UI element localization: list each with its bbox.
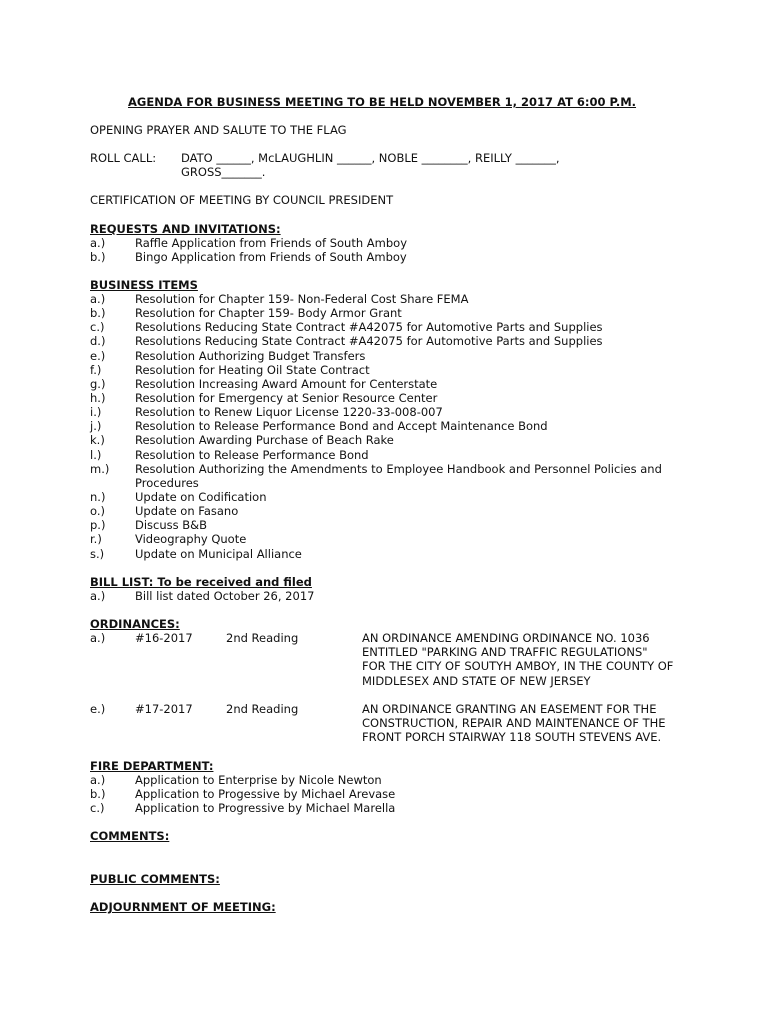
roll-call-line-2: GROSS_______. — [181, 165, 266, 179]
list-item-letter: s.) — [90, 547, 105, 561]
list-item-letter: g.) — [90, 377, 106, 391]
business-heading: BUSINESS ITEMS — [90, 278, 198, 292]
list-item-letter: p.) — [90, 518, 106, 532]
ordinance-letter: e.) — [90, 702, 106, 716]
list-item: Videography Quote — [135, 532, 247, 546]
list-item: Resolution Awarding Purchase of Beach Rake — [135, 433, 394, 447]
ordinance-description: FOR THE CITY OF SOUTYH AMBOY, IN THE COUNTY OF — [362, 659, 674, 673]
roll-call-label: ROLL CALL: — [90, 151, 157, 165]
ordinance-description: MIDDLESEX AND STATE OF NEW JERSEY — [362, 674, 591, 688]
list-item-letter: c.) — [90, 801, 105, 815]
ordinance-reading: 2nd Reading — [226, 702, 299, 716]
list-item: Application to Progessive by Michael Arevase — [135, 787, 396, 801]
list-item: Resolution to Release Performance Bond and Accept Maintenance Bond — [135, 419, 548, 433]
list-item-letter: d.) — [90, 334, 106, 348]
list-item: Application to Progressive by Michael Marella — [135, 801, 396, 815]
ordinance-number: #16-2017 — [135, 631, 193, 645]
list-item-letter: a.) — [90, 292, 106, 306]
list-item-letter: l.) — [90, 448, 102, 462]
list-item: Bingo Application from Friends of South Amboy — [135, 250, 407, 264]
list-item-letter: i.) — [90, 405, 102, 419]
ordinance-description: ENTITLED "PARKING AND TRAFFIC REGULATIONS" — [362, 645, 648, 659]
list-item: Update on Codification — [135, 490, 267, 504]
list-item: Update on Municipal Alliance — [135, 547, 302, 561]
opening-line: OPENING PRAYER AND SALUTE TO THE FLAG — [90, 123, 347, 137]
ordinances-heading: ORDINANCES: — [90, 617, 180, 631]
list-item-letter: a.) — [90, 773, 106, 787]
certification-line: CERTIFICATION OF MEETING BY COUNCIL PRESIDENT — [90, 193, 394, 207]
ordinance-description: AN ORDINANCE AMENDING ORDINANCE NO. 1036 — [362, 631, 650, 645]
list-item: Resolution for Chapter 159- Non-Federal Cost Share FEMA — [135, 292, 469, 306]
list-item: Resolution Authorizing the Amendments to Employee Handbook and Personnel Policies and — [135, 462, 662, 476]
list-item-letter: a.) — [90, 589, 106, 603]
list-item: Resolutions Reducing State Contract #A42075 for Automotive Parts and Supplies — [135, 334, 603, 348]
list-item: Resolution to Release Performance Bond — [135, 448, 369, 462]
ordinance-description: FRONT PORCH STAIRWAY 118 SOUTH STEVENS AVE. — [362, 730, 662, 744]
list-item-letter: r.) — [90, 532, 102, 546]
list-item: Bill list dated October 26, 2017 — [135, 589, 315, 603]
list-item-letter: b.) — [90, 306, 106, 320]
ordinance-letter: a.) — [90, 631, 106, 645]
list-item: Resolutions Reducing State Contract #A42075 for Automotive Parts and Supplies — [135, 320, 603, 334]
bill-list-heading: BILL LIST: To be received and filed — [90, 575, 312, 589]
ordinance-description: CONSTRUCTION, REPAIR AND MAINTENANCE OF THE — [362, 716, 666, 730]
list-item: Resolution for Emergency at Senior Resource Center — [135, 391, 438, 405]
list-item-letter: b.) — [90, 787, 106, 801]
roll-call-line-1: DATO ______, McLAUGHLIN ______, NOBLE ________, REILLY _______, — [181, 151, 560, 165]
list-item: Update on Fasano — [135, 504, 239, 518]
page-title: AGENDA FOR BUSINESS MEETING TO BE HELD NOVEMBER 1, 2017 AT 6:00 P.M. — [128, 95, 637, 109]
requests-heading: REQUESTS AND INVITATIONS: — [90, 222, 281, 236]
list-item-letter: a.) — [90, 236, 106, 250]
list-item-letter: n.) — [90, 490, 106, 504]
list-item-letter: h.) — [90, 391, 106, 405]
list-item-letter: m.) — [90, 462, 110, 476]
list-item: Discuss B&B — [135, 518, 208, 532]
list-item-letter: e.) — [90, 349, 106, 363]
list-item-letter: b.) — [90, 250, 106, 264]
ordinance-reading: 2nd Reading — [226, 631, 299, 645]
list-item: Resolution Authorizing Budget Transfers — [135, 349, 366, 363]
list-item: Application to Enterprise by Nicole Newton — [135, 773, 382, 787]
list-item: Resolution for Heating Oil State Contract — [135, 363, 370, 377]
list-item-letter: k.) — [90, 433, 105, 447]
fire-department-heading: FIRE DEPARTMENT: — [90, 759, 214, 773]
list-item: Resolution to Renew Liquor License 1220-33-008-007 — [135, 405, 443, 419]
list-item-letter: c.) — [90, 320, 105, 334]
list-item: Resolution Increasing Award Amount for Centerstate — [135, 377, 438, 391]
ordinance-description: AN ORDINANCE GRANTING AN EASEMENT FOR THE — [362, 702, 657, 716]
comments-heading: COMMENTS: — [90, 829, 170, 843]
list-item-letter: f.) — [90, 363, 102, 377]
public-comments-heading: PUBLIC COMMENTS: — [90, 872, 220, 886]
list-item-continuation: Procedures — [135, 476, 199, 490]
list-item: Raffle Application from Friends of South Amboy — [135, 236, 408, 250]
list-item-letter: o.) — [90, 504, 105, 518]
list-item: Resolution for Chapter 159- Body Armor Grant — [135, 306, 402, 320]
ordinance-number: #17-2017 — [135, 702, 193, 716]
adjournment-heading: ADJOURNMENT OF MEETING: — [90, 900, 276, 914]
list-item-letter: j.) — [90, 419, 102, 433]
